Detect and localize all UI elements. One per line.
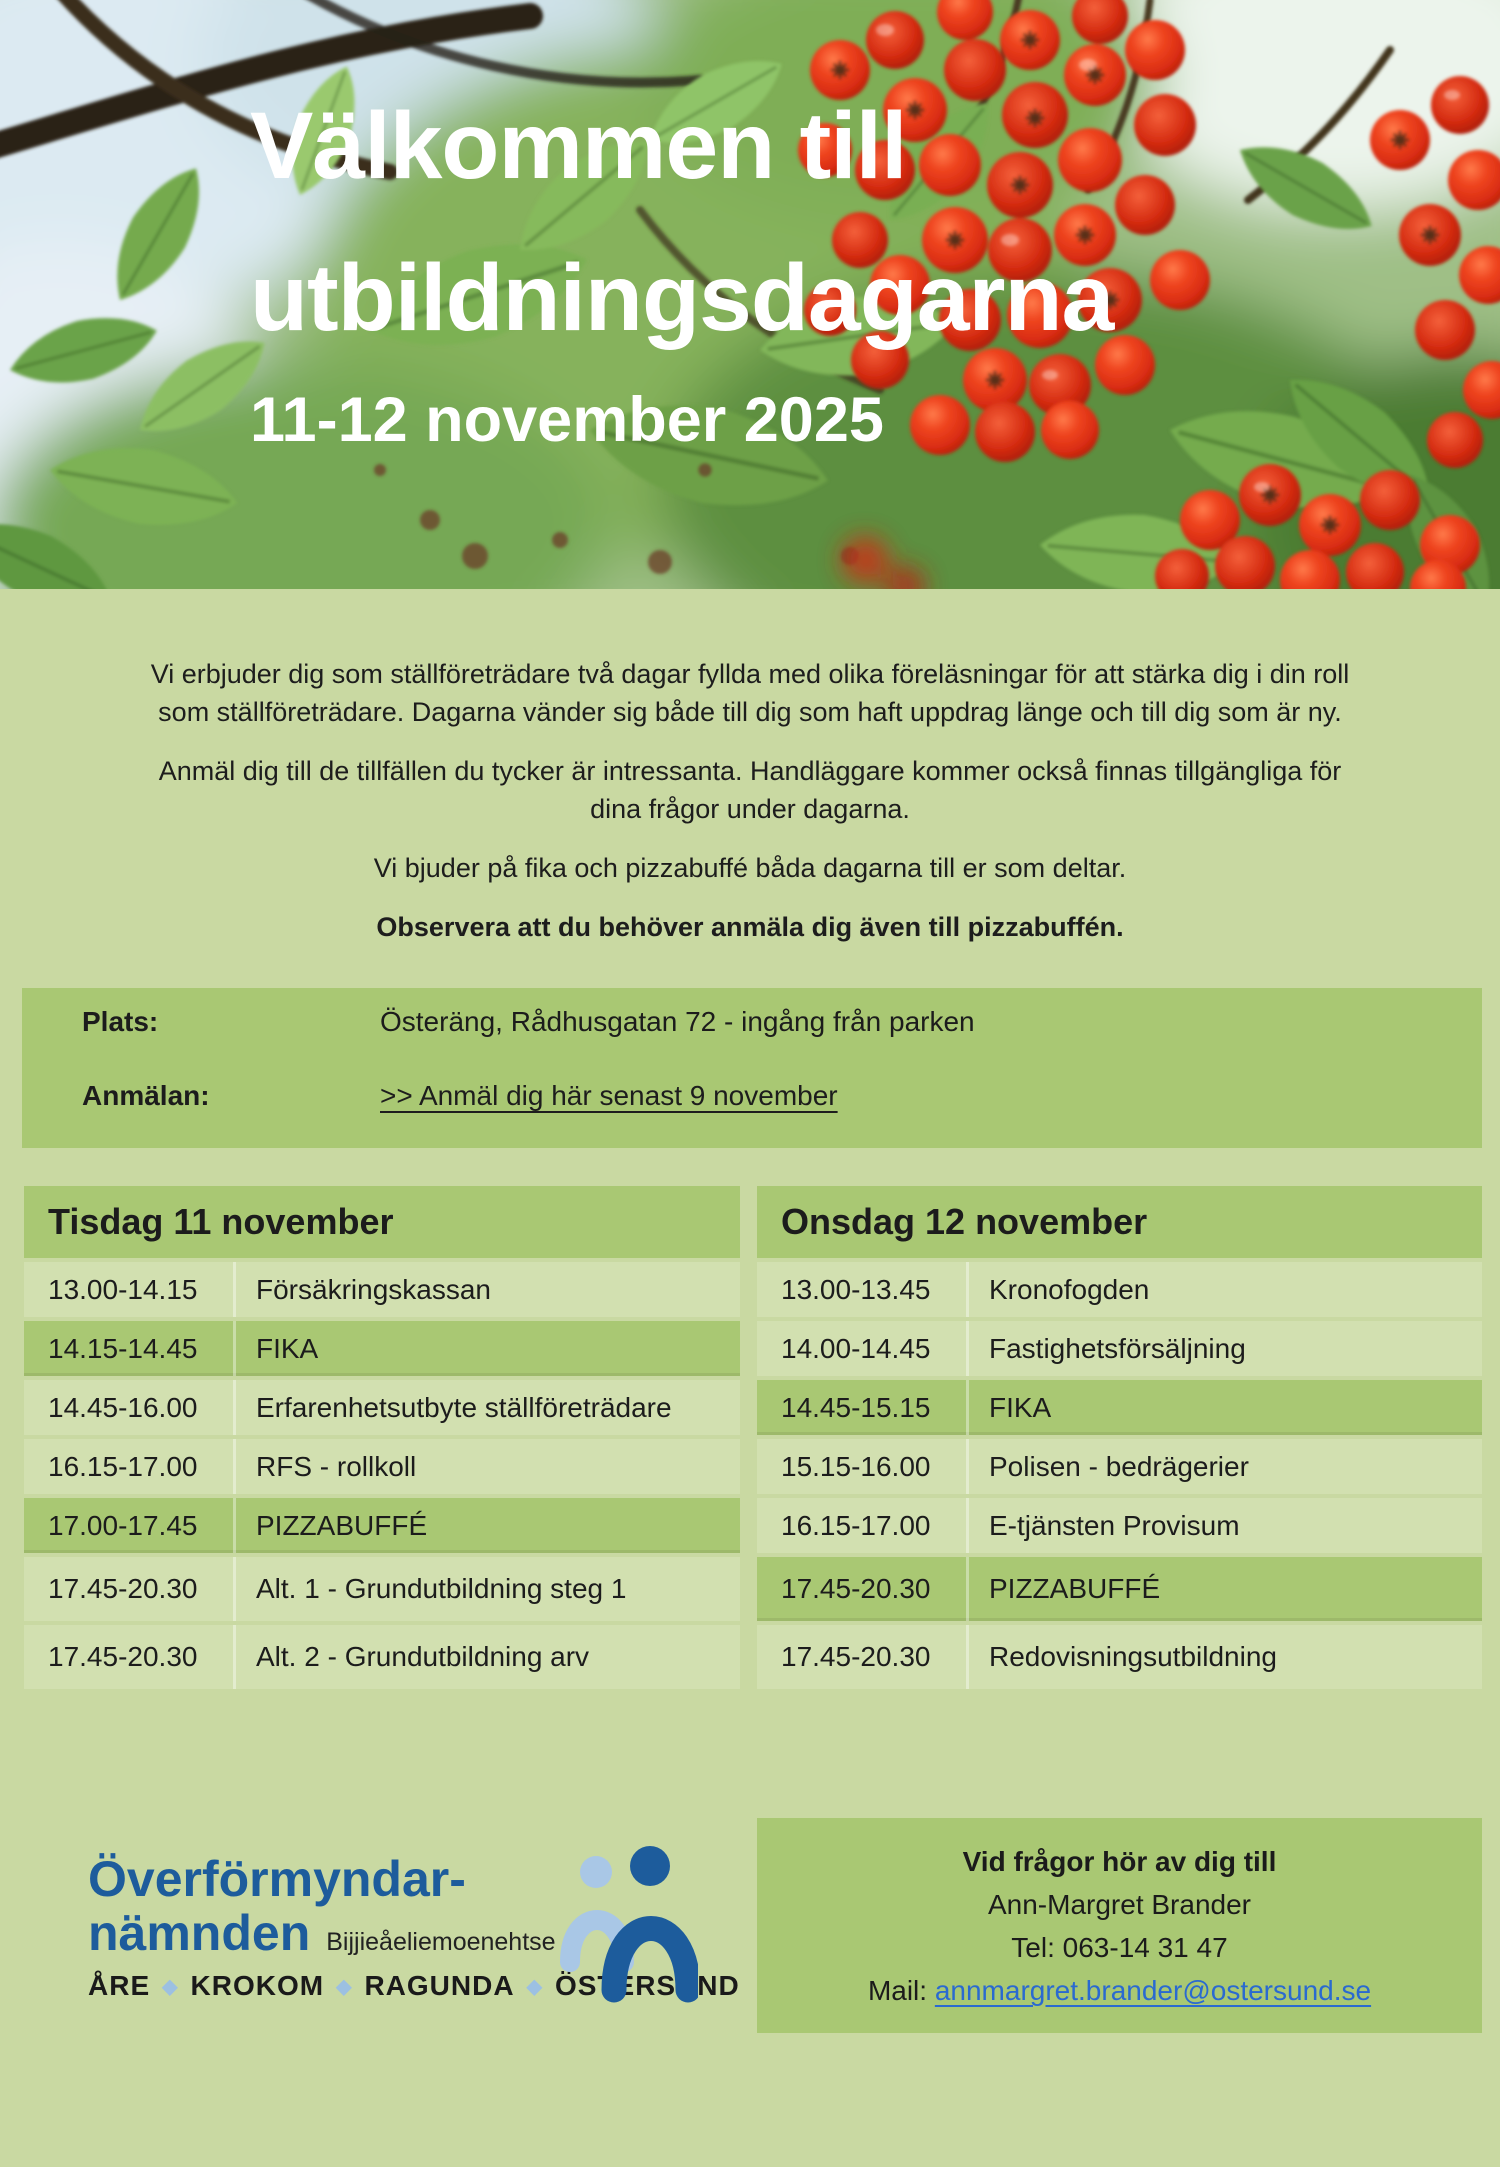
time-cell: 14.00-14.45 [757,1321,969,1376]
dot-separator-icon: ◆ [336,1975,353,1998]
table-row [757,1557,1482,1621]
activity-cell: Försäkringskassan [256,1273,491,1305]
page-title [250,70,1113,374]
info-box [22,988,1482,1148]
activity-cell: PIZZABUFFÉ [256,1509,428,1541]
time-cell: 17.45-20.30 [757,1625,969,1689]
time-cell: 16.15-17.00 [757,1498,969,1553]
activity-cell: Polisen - bedrägerier [989,1450,1249,1482]
place-row [82,1006,1462,1038]
logo-name-line1: Överförmyndar- [88,1851,466,1907]
contact-heading: Vid frågor hör av dig till [962,1846,1277,1877]
activity-cell: Erfarenhetsutbyte ställföreträdare [256,1391,672,1423]
place-value: Österäng, Rådhusgatan 72 - ingång från parken [380,1006,975,1037]
rowan-berries-photo [0,0,1500,589]
logo-name-line2: nämnden [88,1905,311,1961]
dot-separator-icon: ◆ [162,1975,179,1998]
table-row [24,1439,740,1494]
time-cell: 17.45-20.30 [24,1557,236,1621]
schedule-day1-header: Tisdag 11 november [24,1186,740,1258]
place-label: Plats: [82,1006,159,1037]
time-cell: 14.45-16.00 [24,1380,236,1435]
table-row [757,1262,1482,1317]
time-cell: 17.45-20.30 [24,1625,236,1689]
table-row [757,1498,1482,1553]
intro-text [35,655,1465,967]
table-row [24,1557,740,1621]
contact-box [757,1818,1482,2033]
schedule-day2-header: Onsdag 12 november [757,1186,1482,1258]
time-cell: 13.00-14.15 [24,1262,236,1317]
table-row [24,1498,740,1553]
activity-cell: Alt. 1 - Grundutbildning steg 1 [256,1573,627,1604]
table-row [24,1380,740,1435]
intro-paragraph-note: Observera att du behöver anmäla dig även till pizzabuffén. [376,912,1124,942]
activity-cell: Redovisningsutbildning [989,1641,1277,1672]
title-date: 11-12 november 2025 [250,385,884,455]
mail-label: Mail: [867,1975,935,2006]
title-line-2: utbildningsdagarna [250,244,1114,351]
time-cell: 14.15-14.45 [24,1321,236,1376]
signup-link[interactable]: >> Anmäl dig här senast 9 november [380,1080,838,1111]
contact-phone: Tel: 063-14 31 47 [1011,1932,1228,1963]
people-logo-icon [558,1842,698,2009]
time-cell: 17.45-20.30 [757,1557,969,1621]
table-row [757,1625,1482,1689]
intro-paragraph-2: Anmäl dig till de tillfällen du tycker är intressanta. Handläggare kommer också finnas tillgängliga för dina frågor under dagarna. [158,756,1342,824]
table-row [757,1321,1482,1376]
dot-separator-icon: ◆ [526,1975,543,1998]
activity-cell: E-tjänsten Provisum [989,1509,1240,1541]
logo-subtitle: Bijjieåeliemoenehtse [326,1928,556,1956]
time-cell: 16.15-17.00 [24,1439,236,1494]
activity-cell: Kronofogden [989,1273,1150,1305]
mail-link[interactable]: annmargret.brander@ostersund.se [934,1975,1372,2006]
time-cell: 14.45-15.15 [757,1380,969,1435]
signup-label: Anmälan: [82,1080,210,1111]
signup-row [82,1080,1462,1112]
activity-cell: Alt. 2 - Grundutbildning arv [256,1641,590,1672]
contact-mail-line [757,1969,1482,2012]
municipality: RAGUNDA [364,1970,515,2001]
municipality: KROKOM [190,1970,325,2001]
time-cell: 13.00-13.45 [757,1262,969,1317]
schedule-day2 [757,1186,1482,1689]
activity-cell: RFS - rollkoll [256,1450,417,1482]
time-cell: 17.00-17.45 [24,1498,236,1553]
schedule-day1 [24,1186,740,1689]
table-row [757,1439,1482,1494]
activity-cell: FIKA [989,1391,1052,1423]
table-row [24,1321,740,1376]
contact-name: Ann-Margret Brander [987,1889,1251,1920]
table-row [757,1380,1482,1435]
municipality: ÖSTERSUND [554,1970,740,2001]
municipality: ÅRE [88,1970,151,2001]
table-row [24,1262,740,1317]
title-line-1: Välkommen till [250,92,907,199]
activity-cell: Fastighetsförsäljning [989,1332,1246,1364]
activity-cell: FIKA [256,1332,319,1364]
intro-paragraph-3: Vi bjuder på fika och pizzabuffé båda dagarna till er som deltar. [373,853,1127,883]
intro-paragraph-1: Vi erbjuder dig som ställföreträdare två dagar fyllda med olika föreläsningar för att stärka dig i din roll som ställföreträdare. Dagarna vänder sig både till dig som haft uppdrag länge och till dig som är ny. [150,659,1350,727]
time-cell: 15.15-16.00 [757,1439,969,1494]
activity-cell: PIZZABUFFÉ [989,1573,1161,1604]
table-row [24,1625,740,1689]
